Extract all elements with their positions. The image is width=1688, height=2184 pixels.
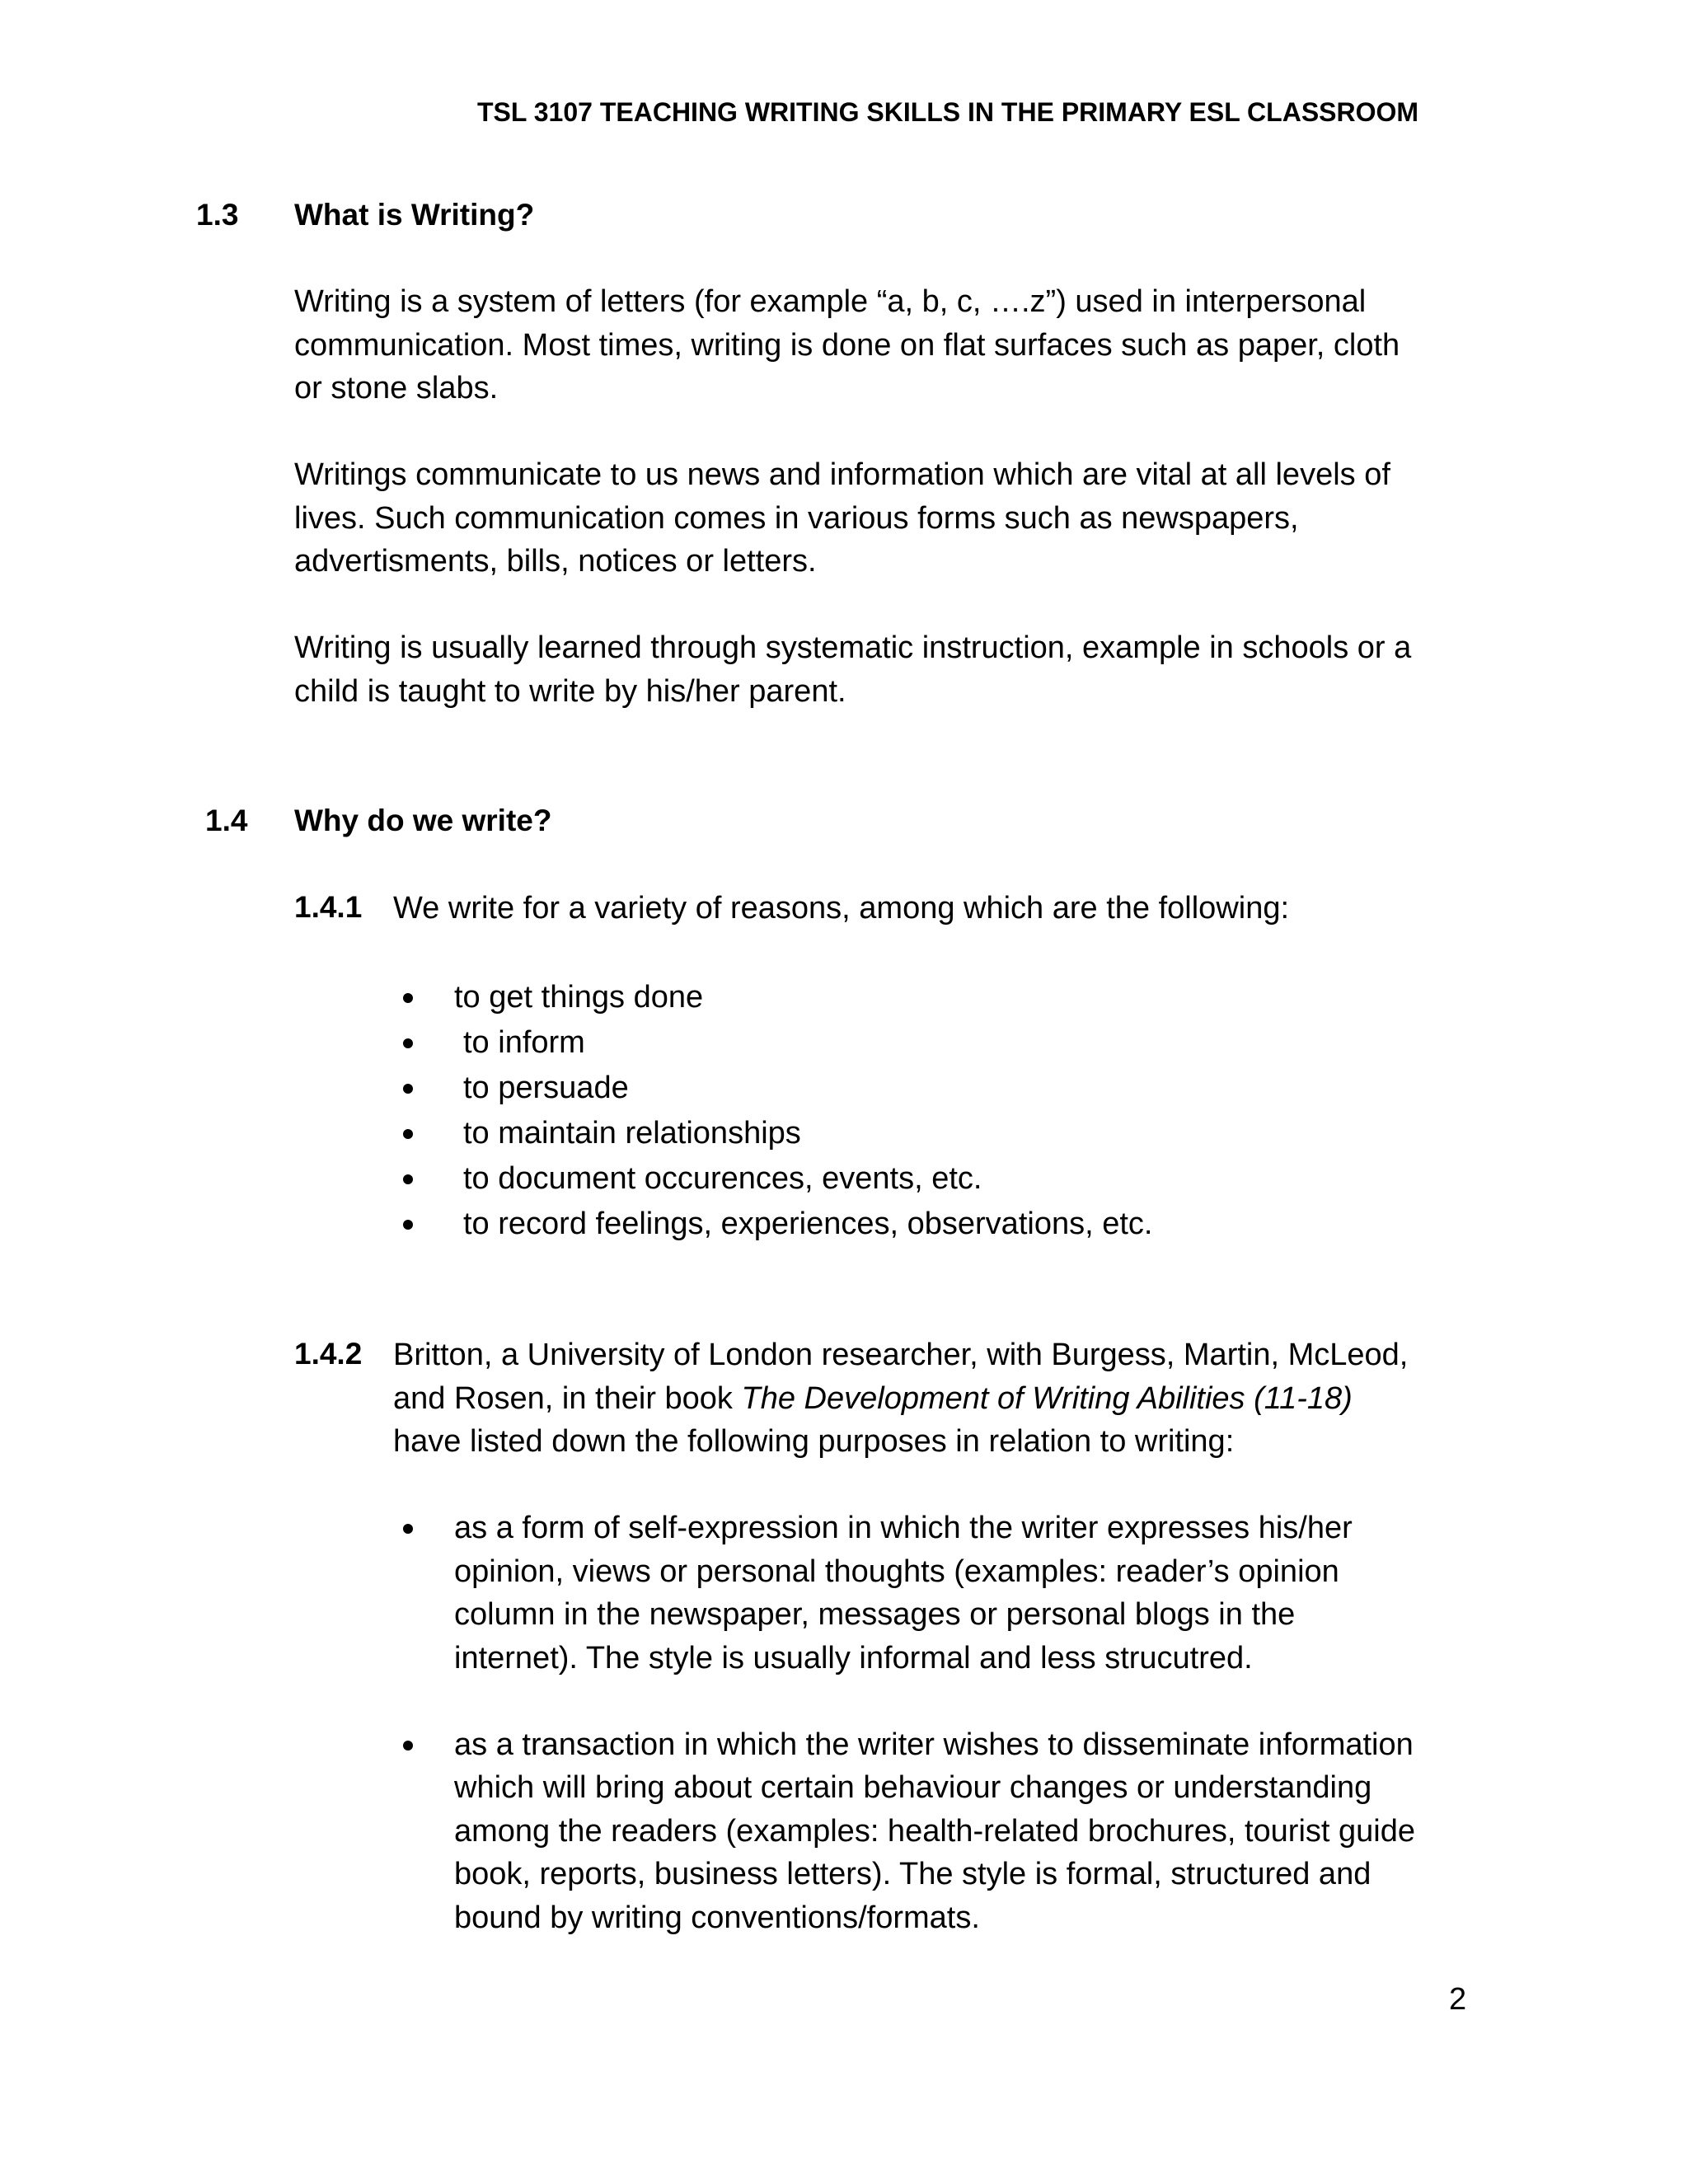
list-item-text: to get things done xyxy=(454,980,704,1015)
list-item-text: to inform xyxy=(463,1025,585,1060)
running-header: TSL 3107 TEACHING WRITING SKILLS IN THE PRIMARY ESL CLASSROOM xyxy=(477,97,1419,127)
paragraph-line: Writing is usually learned through systematic instruction, example in schools or a xyxy=(294,630,1412,665)
list-item xyxy=(403,1156,982,1202)
paragraph-line: Writings communicate to us news and information which are vital at all levels of xyxy=(294,457,1390,492)
list-item-line: bound by writing conventions/formats. xyxy=(454,1900,980,1935)
subsection-text-1-4-1 xyxy=(393,887,1289,930)
list-item xyxy=(403,975,704,1020)
book-title: The Development of Writing Abilities (11-18) xyxy=(741,1380,1353,1416)
paragraph-line: lives. Such communication comes in various forms such as newspapers, xyxy=(294,500,1299,536)
subsection-line-prefix: and Rosen, in their book xyxy=(393,1380,742,1416)
list-item-line: as a form of self-expression in which the writer expresses his/her xyxy=(454,1511,1353,1545)
bullet-icon xyxy=(403,1741,413,1750)
paragraph-writing-learned xyxy=(294,626,1498,713)
list-item xyxy=(403,1507,1415,1680)
bullet-icon xyxy=(403,1220,413,1230)
paragraph-line: advertisments, bills, notices or letters. xyxy=(294,544,817,579)
subsection-text-1-4-2 xyxy=(393,1333,1408,1464)
subsection-line: Britton, a University of London researcher, with Burgess, Martin, McLeod, xyxy=(393,1338,1409,1372)
subsection-line xyxy=(393,1377,1408,1421)
bullet-icon xyxy=(403,993,413,1003)
paragraph-line: communication. Most times, writing is done on flat surfaces such as paper, cloth xyxy=(294,327,1400,363)
list-item xyxy=(403,1202,1153,1247)
section-number-1-3: 1.3 xyxy=(196,198,239,232)
list-item xyxy=(403,1066,629,1111)
bullet-icon xyxy=(403,1129,413,1139)
list-item-line: among the readers (examples: health-related brochures, tourist guide xyxy=(454,1813,1415,1849)
list-item-text: to maintain relationships xyxy=(463,1116,801,1151)
paragraph-line: child is taught to write by his/her parent. xyxy=(294,673,846,709)
reasons-list xyxy=(403,975,1153,1247)
section-number-1-4: 1.4 xyxy=(205,804,248,837)
paragraph-line: Writing is a system of letters (for example “a, b, c, ….z”) used in interpersonal xyxy=(294,284,1367,319)
list-item-line: which will bring about certain behaviour changes or understanding xyxy=(454,1770,1372,1805)
paragraph-writing-definition xyxy=(294,280,1498,410)
paragraph-writing-communication xyxy=(294,453,1498,583)
list-item-line: column in the newspaper, messages or personal blogs in the xyxy=(454,1597,1296,1632)
list-item xyxy=(403,1723,1415,1940)
subsection-number-1-4-2: 1.4.2 xyxy=(294,1337,363,1371)
subsection-number-1-4-1: 1.4.1 xyxy=(294,890,363,924)
bullet-icon xyxy=(403,1174,413,1184)
paragraph-line: or stone slabs. xyxy=(294,371,499,405)
section-title-why-do-we-write: Why do we write? xyxy=(294,804,552,837)
bullet-icon xyxy=(403,1084,413,1094)
purposes-list xyxy=(403,1507,1415,1939)
list-item-text: to persuade xyxy=(463,1071,629,1105)
list-item-line: as a transaction in which the writer wishes to disseminate information xyxy=(454,1727,1414,1762)
list-item xyxy=(403,1020,585,1066)
list-item xyxy=(403,1111,801,1156)
list-item-text: to record feelings, experiences, observations, etc. xyxy=(463,1207,1153,1241)
bullet-icon xyxy=(403,1038,413,1048)
list-item-body xyxy=(454,1507,1415,1680)
list-item-text: to document occurences, events, etc. xyxy=(463,1161,982,1196)
subsection-line: have listed down the following purposes in relation to writing: xyxy=(393,1424,1235,1459)
list-item-line: book, reports, business letters). The style is formal, structured and xyxy=(454,1857,1372,1891)
page-number: 2 xyxy=(1449,1982,1467,2017)
section-title-what-is-writing: What is Writing? xyxy=(294,198,535,232)
list-item-body xyxy=(454,1723,1415,1940)
list-item-line: internet). The style is usually informal and less strucutred. xyxy=(454,1640,1253,1675)
bullet-icon xyxy=(403,1524,413,1534)
list-item-line: opinion, views or personal thoughts (examples: reader’s opinion xyxy=(454,1554,1339,1589)
subsection-line: We write for a variety of reasons, among which are the following: xyxy=(393,891,1290,926)
